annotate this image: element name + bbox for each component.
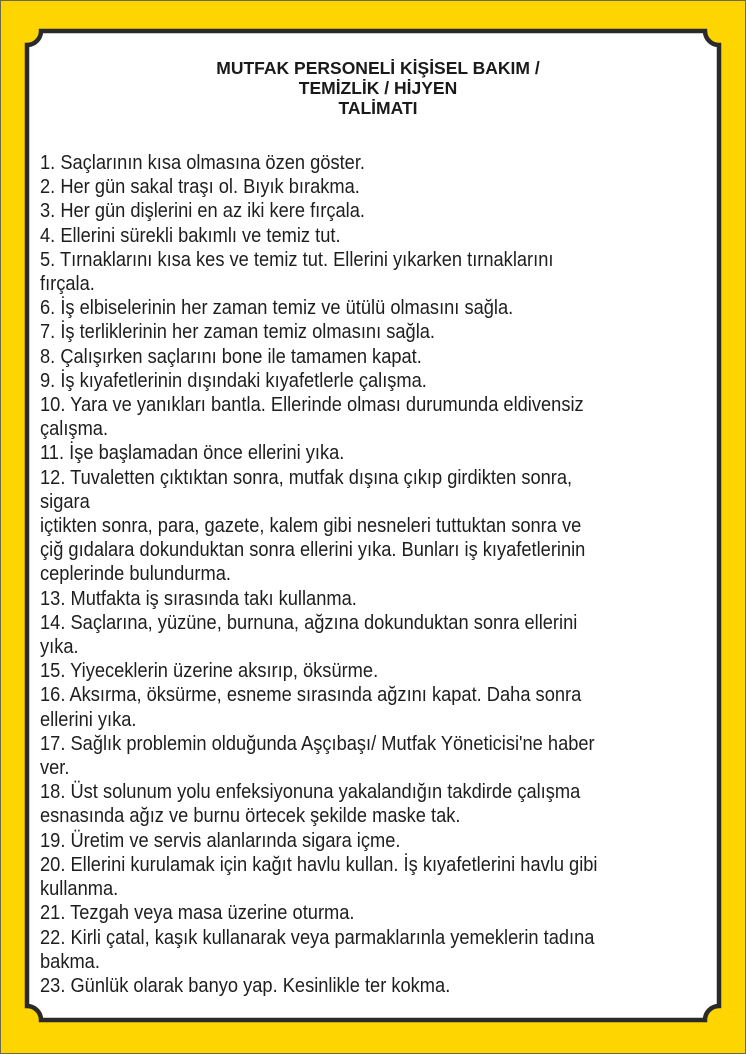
rule-item: 17. Sağlık problemin olduğunda Aşçıbaşı/ Mutfak Yöneticisi'ne haber ver. bbox=[40, 732, 595, 780]
rule-item: 9. İş kıyafetlerinin dışındaki kıyafetlerle çalışma. bbox=[40, 369, 427, 392]
rule-item: 6. İş elbiselerinin her zaman temiz ve ütülü olmasını sağla. bbox=[40, 297, 514, 320]
rule-item: 21. Tezgah veya masa üzerine oturma. bbox=[40, 902, 355, 925]
rule-item: 16. Aksırma, öksürme, esneme sırasında ağzını kapat. Daha sonra ellerini yıka. bbox=[40, 684, 582, 731]
rule-item: 10. Yara ve yanıkları bantla. Ellerinde olması durumunda eldivensiz çalışma. bbox=[40, 394, 584, 441]
rule-item: 5. Tırnaklarını kısa kes ve temiz tut. Ellerini yıkarken tırnaklarını fırçala. bbox=[40, 248, 554, 296]
rule-item: 23. Günlük olarak banyo yap. Kesinlikle ter kokma. bbox=[40, 974, 451, 997]
sign-content bbox=[40, 58, 710, 997]
rule-item: 15. Yiyeceklerin üzerine aksırıp, öksürme. bbox=[40, 660, 379, 683]
rule-item: 8. Çalışırken saçlarını bone ile tamamen kapat. bbox=[40, 345, 422, 368]
rule-item: 3. Her gün dişlerini en az iki kere fırçala. bbox=[40, 200, 365, 223]
rule-item: 13. Mutfakta iş sırasında takı kullanma. bbox=[40, 587, 357, 610]
rule-item: 4. Ellerini sürekli bakımlı ve temiz tut. bbox=[40, 224, 341, 247]
title-line-3: TALİMATI bbox=[338, 98, 418, 118]
rule-item: 14. Saçlarına, yüzüne, burnuna, ağzına dokunduktan sonra ellerini yıka. bbox=[40, 611, 578, 659]
rule-item: 11. İşe başlamadan önce ellerini yıka. bbox=[40, 442, 345, 465]
document-title bbox=[40, 58, 710, 118]
rule-item: 22. Kirli çatal, kaşık kullanarak veya parmaklarınla yemeklerin tadına bakma. bbox=[40, 926, 595, 973]
rule-item: 20. Ellerini kurulamak için kağıt havlu kullan. İş kıyafetlerini havlu gibi kullanma. bbox=[40, 853, 598, 901]
rule-item: 7. İş terliklerinin her zaman temiz olmasını sağla. bbox=[40, 321, 435, 344]
title-line-2: TEMİZLİK / HİJYEN bbox=[298, 78, 458, 98]
title-line-1: MUTFAK PERSONELİ KİŞİSEL BAKIM / bbox=[216, 58, 540, 78]
rules-list bbox=[40, 151, 674, 998]
rule-item: 18. Üst solunum yolu enfeksiyonuna yakalandığın takdirde çalışma esnasında ağız ve burnu örtecek şekilde maske tak. bbox=[40, 781, 581, 828]
rule-item: 19. Üretim ve servis alanlarında sigara içme. bbox=[40, 829, 401, 852]
rule-item: 2. Her gün sakal traşı ol. Bıyık bırakma. bbox=[40, 176, 360, 199]
rule-item: 1. Saçlarının kısa olmasına özen göster. bbox=[40, 152, 365, 174]
rule-item: 12. Tuvaletten çıktıktan sonra, mutfak dışına çıkıp girdikten sonra, sigara içtikten sonra, para, gazete, kalem gibi nesneleri tuttuktan sonra ve çiğ gıdalara dokunduktan sonra ellerini yıka. Bunları iş kıyafetlerinin ceplerinde bulundurma. bbox=[40, 466, 586, 586]
